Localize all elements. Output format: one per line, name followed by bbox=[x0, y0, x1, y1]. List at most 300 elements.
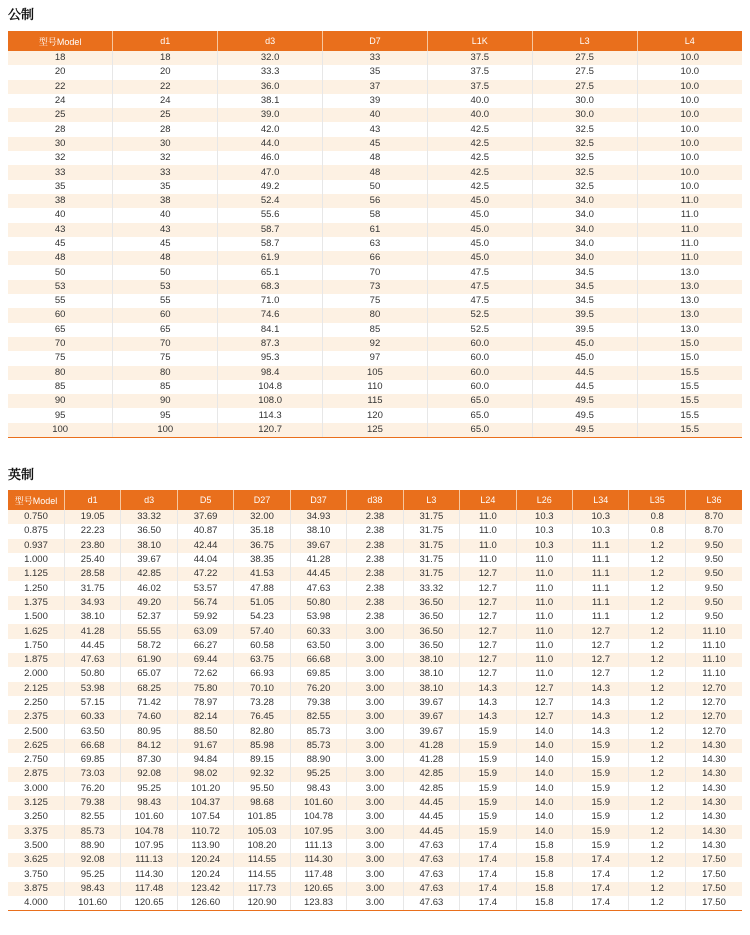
table-cell: 95 bbox=[113, 408, 218, 422]
table-cell: 47.63 bbox=[290, 581, 346, 595]
table-cell: 76.20 bbox=[64, 782, 120, 796]
table-cell: 10.3 bbox=[516, 510, 572, 524]
table-cell: 41.28 bbox=[64, 624, 120, 638]
table-cell: 1.2 bbox=[629, 853, 685, 867]
table-cell: 10.3 bbox=[573, 524, 629, 538]
table-row bbox=[8, 739, 742, 753]
table-row bbox=[8, 753, 742, 767]
table-cell: 11.1 bbox=[573, 596, 629, 610]
table-cell: 15.9 bbox=[460, 810, 516, 824]
table-cell: 15.9 bbox=[460, 796, 516, 810]
table-cell: 12.70 bbox=[685, 710, 742, 724]
table-cell: 105 bbox=[323, 366, 428, 380]
table-cell: 47.0 bbox=[218, 165, 323, 179]
table-cell: 42.85 bbox=[121, 567, 177, 581]
table-cell: 114.3 bbox=[218, 408, 323, 422]
table-cell: 1.2 bbox=[629, 782, 685, 796]
table-cell: 107.54 bbox=[177, 810, 233, 824]
table-cell: 53.98 bbox=[290, 610, 346, 624]
table-cell: 52.5 bbox=[427, 308, 532, 322]
table-cell: 55.6 bbox=[218, 208, 323, 222]
table-cell: 12.7 bbox=[573, 653, 629, 667]
table-cell: 43 bbox=[323, 122, 428, 136]
table-cell: 114.30 bbox=[121, 867, 177, 881]
table-row bbox=[8, 223, 742, 237]
table-cell: 45.0 bbox=[427, 223, 532, 237]
table-cell: 3.00 bbox=[347, 724, 403, 738]
table-cell: 9.50 bbox=[685, 610, 742, 624]
table-cell: 63.50 bbox=[290, 639, 346, 653]
table-cell: 85 bbox=[8, 380, 113, 394]
table-cell: 40.0 bbox=[427, 94, 532, 108]
table-cell: 11.0 bbox=[516, 624, 572, 638]
table-cell: 45 bbox=[113, 237, 218, 251]
table-cell: 20 bbox=[113, 65, 218, 79]
table-cell: 0.8 bbox=[629, 524, 685, 538]
table-cell: 55 bbox=[113, 294, 218, 308]
table-cell: 2.125 bbox=[8, 682, 64, 696]
table-cell: 34.0 bbox=[532, 208, 637, 222]
table-cell: 3.375 bbox=[8, 825, 64, 839]
table-cell: 89.15 bbox=[234, 753, 290, 767]
table-cell: 42.0 bbox=[218, 122, 323, 136]
table-cell: 14.3 bbox=[573, 724, 629, 738]
table-row bbox=[8, 380, 742, 394]
table-cell: 32.5 bbox=[532, 122, 637, 136]
table-cell: 45.0 bbox=[532, 337, 637, 351]
table-cell: 82.14 bbox=[177, 710, 233, 724]
table-cell: 9.50 bbox=[685, 539, 742, 553]
table-cell: 60.0 bbox=[427, 351, 532, 365]
table-cell: 104.37 bbox=[177, 796, 233, 810]
table-cell: 1.2 bbox=[629, 567, 685, 581]
table-cell: 3.00 bbox=[347, 739, 403, 753]
table-cell: 32 bbox=[8, 151, 113, 165]
table-cell: 88.90 bbox=[290, 753, 346, 767]
table-cell: 13.0 bbox=[637, 323, 742, 337]
table-cell: 2.500 bbox=[8, 724, 64, 738]
table-cell: 14.30 bbox=[685, 825, 742, 839]
table-cell: 104.78 bbox=[290, 810, 346, 824]
table-cell: 15.5 bbox=[637, 380, 742, 394]
table-cell: 15.9 bbox=[460, 782, 516, 796]
table-cell: 1.500 bbox=[8, 610, 64, 624]
table-cell: 38.10 bbox=[290, 524, 346, 538]
table-cell: 80 bbox=[8, 366, 113, 380]
table-cell: 24 bbox=[113, 94, 218, 108]
table-cell: 12.70 bbox=[685, 696, 742, 710]
table-cell: 80 bbox=[323, 308, 428, 322]
table-cell: 3.00 bbox=[347, 853, 403, 867]
table-cell: 101.60 bbox=[121, 810, 177, 824]
table-cell: 10.3 bbox=[516, 539, 572, 553]
metric-col-header: L3 bbox=[532, 31, 637, 51]
table-cell: 3.00 bbox=[347, 810, 403, 824]
table-cell: 45.0 bbox=[427, 194, 532, 208]
table-cell: 12.7 bbox=[516, 696, 572, 710]
table-cell: 2.625 bbox=[8, 739, 64, 753]
table-cell: 52.37 bbox=[121, 610, 177, 624]
table-cell: 11.1 bbox=[573, 581, 629, 595]
table-row bbox=[8, 194, 742, 208]
table-cell: 48 bbox=[323, 151, 428, 165]
table-cell: 11.0 bbox=[637, 223, 742, 237]
table-cell: 1.250 bbox=[8, 581, 64, 595]
imperial-col-header: D27 bbox=[234, 490, 290, 510]
imperial-col-header: L3 bbox=[403, 490, 459, 510]
table-cell: 65.0 bbox=[427, 423, 532, 438]
table-cell: 32.5 bbox=[532, 137, 637, 151]
table-cell: 45.0 bbox=[427, 237, 532, 251]
table-cell: 82.55 bbox=[64, 810, 120, 824]
table-cell: 120.7 bbox=[218, 423, 323, 438]
table-cell: 1.625 bbox=[8, 624, 64, 638]
table-cell: 37.5 bbox=[427, 80, 532, 94]
table-cell: 9.50 bbox=[685, 581, 742, 595]
table-cell: 22 bbox=[8, 80, 113, 94]
table-cell: 95.25 bbox=[290, 767, 346, 781]
table-cell: 30 bbox=[8, 137, 113, 151]
table-cell: 35.18 bbox=[234, 524, 290, 538]
table-cell: 56 bbox=[323, 194, 428, 208]
table-cell: 60 bbox=[8, 308, 113, 322]
table-cell: 15.8 bbox=[516, 867, 572, 881]
table-cell: 88.50 bbox=[177, 724, 233, 738]
table-cell: 12.70 bbox=[685, 724, 742, 738]
table-cell: 11.1 bbox=[573, 567, 629, 581]
table-cell: 98.02 bbox=[177, 767, 233, 781]
table-cell: 11.0 bbox=[460, 524, 516, 538]
table-cell: 48 bbox=[8, 251, 113, 265]
table-cell: 44.5 bbox=[532, 380, 637, 394]
table-cell: 17.4 bbox=[573, 867, 629, 881]
table-cell: 3.750 bbox=[8, 867, 64, 881]
table-cell: 3.00 bbox=[347, 710, 403, 724]
table-cell: 10.0 bbox=[637, 151, 742, 165]
table-cell: 40 bbox=[113, 208, 218, 222]
table-cell: 58.7 bbox=[218, 223, 323, 237]
table-cell: 11.0 bbox=[516, 653, 572, 667]
table-row bbox=[8, 682, 742, 696]
table-row bbox=[8, 337, 742, 351]
table-cell: 92 bbox=[323, 337, 428, 351]
table-cell: 37.69 bbox=[177, 510, 233, 524]
table-cell: 1.2 bbox=[629, 825, 685, 839]
table-cell: 33.3 bbox=[218, 65, 323, 79]
table-cell: 11.0 bbox=[637, 208, 742, 222]
table-cell: 14.30 bbox=[685, 753, 742, 767]
table-cell: 22 bbox=[113, 80, 218, 94]
table-cell: 34.93 bbox=[64, 596, 120, 610]
table-row bbox=[8, 825, 742, 839]
table-cell: 108.0 bbox=[218, 394, 323, 408]
table-cell: 36.50 bbox=[403, 596, 459, 610]
table-cell: 107.95 bbox=[121, 839, 177, 853]
table-row bbox=[8, 294, 742, 308]
table-row bbox=[8, 524, 742, 538]
table-row bbox=[8, 323, 742, 337]
table-cell: 95.25 bbox=[64, 867, 120, 881]
table-cell: 0.8 bbox=[629, 510, 685, 524]
table-cell: 15.9 bbox=[573, 839, 629, 853]
table-cell: 53.98 bbox=[64, 682, 120, 696]
table-cell: 61.9 bbox=[218, 251, 323, 265]
table-cell: 53.57 bbox=[177, 581, 233, 595]
table-cell: 65.0 bbox=[427, 394, 532, 408]
table-cell: 75 bbox=[323, 294, 428, 308]
table-cell: 85.98 bbox=[234, 739, 290, 753]
table-cell: 38 bbox=[8, 194, 113, 208]
table-cell: 15.9 bbox=[573, 825, 629, 839]
table-cell: 14.0 bbox=[516, 810, 572, 824]
table-row bbox=[8, 351, 742, 365]
table-cell: 18 bbox=[8, 51, 113, 65]
table-cell: 14.30 bbox=[685, 810, 742, 824]
table-row bbox=[8, 724, 742, 738]
table-cell: 88.90 bbox=[64, 839, 120, 853]
table-cell: 43 bbox=[8, 223, 113, 237]
table-cell: 20 bbox=[8, 65, 113, 79]
table-cell: 11.0 bbox=[516, 553, 572, 567]
table-cell: 98.68 bbox=[234, 796, 290, 810]
table-cell: 50 bbox=[8, 265, 113, 279]
table-cell: 49.5 bbox=[532, 394, 637, 408]
table-cell: 105.03 bbox=[234, 825, 290, 839]
table-cell: 1.000 bbox=[8, 553, 64, 567]
table-cell: 3.00 bbox=[347, 653, 403, 667]
table-cell: 87.30 bbox=[121, 753, 177, 767]
table-cell: 12.7 bbox=[573, 639, 629, 653]
table-cell: 17.4 bbox=[460, 867, 516, 881]
table-cell: 101.60 bbox=[290, 796, 346, 810]
table-cell: 10.0 bbox=[637, 94, 742, 108]
table-cell: 72.62 bbox=[177, 667, 233, 681]
table-cell: 1.2 bbox=[629, 581, 685, 595]
table-cell: 15.0 bbox=[637, 337, 742, 351]
table-cell: 41.28 bbox=[290, 553, 346, 567]
table-cell: 66.27 bbox=[177, 639, 233, 653]
table-cell: 49.5 bbox=[532, 423, 637, 438]
table-cell: 0.875 bbox=[8, 524, 64, 538]
table-cell: 11.0 bbox=[637, 237, 742, 251]
table-cell: 10.0 bbox=[637, 165, 742, 179]
table-cell: 1.2 bbox=[629, 596, 685, 610]
table-cell: 92.08 bbox=[121, 767, 177, 781]
table-cell: 80 bbox=[113, 366, 218, 380]
table-cell: 1.2 bbox=[629, 753, 685, 767]
table-cell: 36.50 bbox=[403, 639, 459, 653]
table-cell: 3.00 bbox=[347, 682, 403, 696]
table-cell: 44.45 bbox=[403, 825, 459, 839]
table-cell: 73 bbox=[323, 280, 428, 294]
table-cell: 85.73 bbox=[290, 724, 346, 738]
metric-table-body bbox=[8, 51, 742, 438]
table-cell: 11.1 bbox=[573, 610, 629, 624]
table-row bbox=[8, 782, 742, 796]
table-cell: 42.5 bbox=[427, 137, 532, 151]
table-cell: 84.1 bbox=[218, 323, 323, 337]
imperial-col-header: 型号Model bbox=[8, 490, 64, 510]
table-cell: 53 bbox=[8, 280, 113, 294]
table-cell: 14.0 bbox=[516, 825, 572, 839]
table-cell: 47.63 bbox=[403, 882, 459, 896]
table-cell: 27.5 bbox=[532, 51, 637, 65]
table-cell: 3.125 bbox=[8, 796, 64, 810]
table-cell: 60.0 bbox=[427, 380, 532, 394]
table-cell: 17.50 bbox=[685, 896, 742, 911]
table-cell: 10.0 bbox=[637, 122, 742, 136]
table-cell: 12.7 bbox=[460, 596, 516, 610]
table-cell: 15.9 bbox=[460, 753, 516, 767]
table-cell: 12.7 bbox=[573, 667, 629, 681]
table-cell: 101.85 bbox=[234, 810, 290, 824]
table-cell: 104.8 bbox=[218, 380, 323, 394]
table-cell: 3.00 bbox=[347, 624, 403, 638]
table-cell: 3.250 bbox=[8, 810, 64, 824]
table-cell: 92.08 bbox=[64, 853, 120, 867]
table-cell: 14.0 bbox=[516, 767, 572, 781]
table-cell: 12.7 bbox=[516, 682, 572, 696]
table-cell: 85.73 bbox=[290, 739, 346, 753]
table-cell: 75 bbox=[8, 351, 113, 365]
table-cell: 17.4 bbox=[573, 882, 629, 896]
table-cell: 32.5 bbox=[532, 151, 637, 165]
table-cell: 101.20 bbox=[177, 782, 233, 796]
table-cell: 0.750 bbox=[8, 510, 64, 524]
table-cell: 51.05 bbox=[234, 596, 290, 610]
imperial-col-header: D37 bbox=[290, 490, 346, 510]
table-cell: 32.0 bbox=[218, 51, 323, 65]
table-cell: 44.0 bbox=[218, 137, 323, 151]
table-row bbox=[8, 394, 742, 408]
table-row bbox=[8, 165, 742, 179]
table-cell: 69.85 bbox=[64, 753, 120, 767]
table-cell: 39.5 bbox=[532, 323, 637, 337]
table-cell: 2.38 bbox=[347, 510, 403, 524]
table-cell: 95 bbox=[8, 408, 113, 422]
table-cell: 17.50 bbox=[685, 853, 742, 867]
table-cell: 46.02 bbox=[121, 581, 177, 595]
table-cell: 35 bbox=[8, 180, 113, 194]
table-cell: 11.0 bbox=[516, 610, 572, 624]
table-cell: 85 bbox=[323, 323, 428, 337]
table-row bbox=[8, 251, 742, 265]
table-cell: 1.2 bbox=[629, 810, 685, 824]
table-cell: 120.90 bbox=[234, 896, 290, 911]
table-row bbox=[8, 180, 742, 194]
table-cell: 12.7 bbox=[460, 624, 516, 638]
table-cell: 38.10 bbox=[403, 682, 459, 696]
table-cell: 58 bbox=[323, 208, 428, 222]
table-cell: 39.67 bbox=[403, 696, 459, 710]
table-cell: 87.3 bbox=[218, 337, 323, 351]
table-cell: 2.875 bbox=[8, 767, 64, 781]
table-cell: 12.7 bbox=[460, 639, 516, 653]
table-cell: 117.48 bbox=[121, 882, 177, 896]
table-row bbox=[8, 122, 742, 136]
table-cell: 30.0 bbox=[532, 108, 637, 122]
table-cell: 9.50 bbox=[685, 567, 742, 581]
table-row bbox=[8, 567, 742, 581]
table-cell: 1.2 bbox=[629, 624, 685, 638]
imperial-col-header: D5 bbox=[177, 490, 233, 510]
table-cell: 14.3 bbox=[573, 682, 629, 696]
table-cell: 38.1 bbox=[218, 94, 323, 108]
table-cell: 3.00 bbox=[347, 882, 403, 896]
table-row bbox=[8, 510, 742, 524]
table-cell: 10.3 bbox=[516, 524, 572, 538]
table-cell: 14.3 bbox=[573, 696, 629, 710]
table-cell: 38.10 bbox=[403, 653, 459, 667]
table-cell: 32.00 bbox=[234, 510, 290, 524]
imperial-col-header: d1 bbox=[64, 490, 120, 510]
table-cell: 38 bbox=[113, 194, 218, 208]
metric-spec-table bbox=[8, 31, 742, 438]
table-cell: 44.45 bbox=[290, 567, 346, 581]
table-cell: 126.60 bbox=[177, 896, 233, 911]
table-cell: 25 bbox=[8, 108, 113, 122]
table-cell: 24 bbox=[8, 94, 113, 108]
table-cell: 37 bbox=[323, 80, 428, 94]
table-row bbox=[8, 80, 742, 94]
table-cell: 39.67 bbox=[403, 710, 459, 724]
table-cell: 90 bbox=[8, 394, 113, 408]
table-cell: 115 bbox=[323, 394, 428, 408]
table-cell: 66.68 bbox=[290, 653, 346, 667]
table-cell: 78.97 bbox=[177, 696, 233, 710]
table-cell: 3.00 bbox=[347, 796, 403, 810]
table-cell: 85.73 bbox=[64, 825, 120, 839]
table-row bbox=[8, 639, 742, 653]
table-cell: 111.13 bbox=[290, 839, 346, 853]
table-cell: 56.74 bbox=[177, 596, 233, 610]
table-cell: 39.67 bbox=[403, 724, 459, 738]
table-cell: 31.75 bbox=[403, 567, 459, 581]
imperial-col-header: L24 bbox=[460, 490, 516, 510]
table-cell: 65.07 bbox=[121, 667, 177, 681]
table-cell: 28.58 bbox=[64, 567, 120, 581]
table-cell: 10.3 bbox=[573, 510, 629, 524]
table-cell: 47.63 bbox=[403, 896, 459, 911]
table-cell: 82.55 bbox=[290, 710, 346, 724]
table-cell: 38.10 bbox=[121, 539, 177, 553]
table-cell: 66 bbox=[323, 251, 428, 265]
table-row bbox=[8, 308, 742, 322]
metric-section-title: 公制 bbox=[8, 7, 35, 22]
table-cell: 80.95 bbox=[121, 724, 177, 738]
table-row bbox=[8, 867, 742, 881]
table-cell: 39.67 bbox=[121, 553, 177, 567]
table-row bbox=[8, 839, 742, 853]
table-cell: 1.2 bbox=[629, 767, 685, 781]
table-cell: 44.45 bbox=[64, 639, 120, 653]
table-cell: 3.00 bbox=[347, 696, 403, 710]
table-row bbox=[8, 408, 742, 422]
table-cell: 37.5 bbox=[427, 65, 532, 79]
table-cell: 12.70 bbox=[685, 682, 742, 696]
table-cell: 42.5 bbox=[427, 151, 532, 165]
table-cell: 3.00 bbox=[347, 825, 403, 839]
table-row bbox=[8, 581, 742, 595]
table-cell: 49.2 bbox=[218, 180, 323, 194]
table-cell: 76.45 bbox=[234, 710, 290, 724]
table-cell: 61 bbox=[323, 223, 428, 237]
table-cell: 40.87 bbox=[177, 524, 233, 538]
table-cell: 98.43 bbox=[290, 782, 346, 796]
metric-col-header: d3 bbox=[218, 31, 323, 51]
table-cell: 49.5 bbox=[532, 408, 637, 422]
table-cell: 1.2 bbox=[629, 867, 685, 881]
